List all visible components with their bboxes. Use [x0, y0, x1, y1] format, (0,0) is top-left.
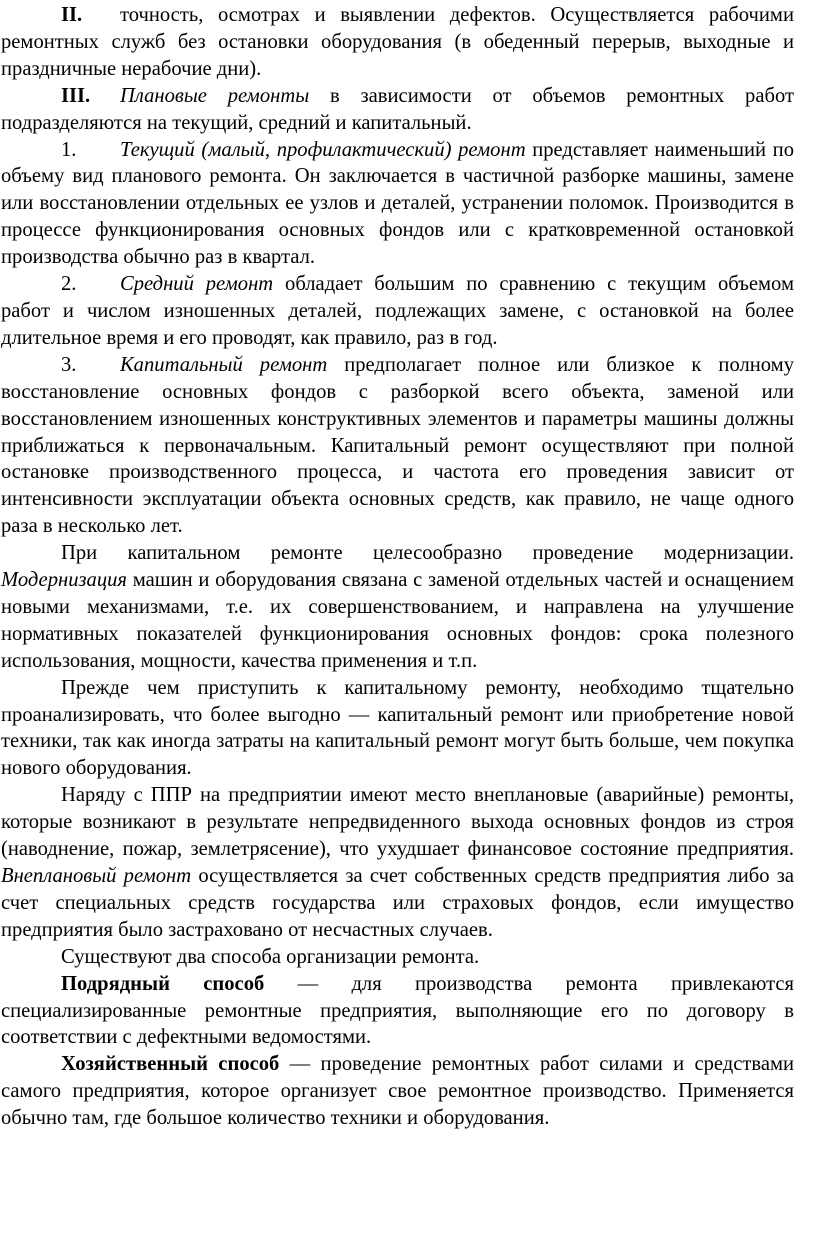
- paragraph-two-methods: [1, 944, 794, 971]
- paragraph-text: Наряду с ППР на предприятии имеют место внеплановые (аварийные) ремонты, которые возникают в результате непредвиденного выхода основных фондов из строя (наводнение, пожар, землетрясение), что ухудшает финансовое состояние предприятия.: [1, 784, 794, 861]
- paragraph-contract-method: [1, 971, 794, 1052]
- paragraph-text: осуществляется за счет собственных средств предприятия либо за счет специальных средств государства или страховых фондов, если имущество предприятия было застраховано от несчастных случаев.: [1, 865, 795, 941]
- paragraph-maintenance-inspection: [1, 2, 794, 83]
- term-in-house-method: Хозяйственный способ: [61, 1053, 280, 1076]
- list-number: 1.: [61, 138, 77, 161]
- term-unplanned-repair: Внеплановый ремонт: [1, 865, 192, 887]
- paragraph-text: — проведение ремонтных работ силами и средствами самого предприятия, которое организует свое ремонтное производство. Применяется обычно там, где большое количество техники и оборудования.: [1, 1053, 795, 1130]
- term-planned-repairs: Плановые ремонты: [120, 84, 310, 107]
- paragraph-text: Прежде чем приступить к капитальному ремонту, необходимо тщательно проанализировать, что более выгодно — капитальный ремонт или приобретение новой техники, так как иногда затраты на капитальный ремонт могут быть больше, чем покупка нового оборудования.: [1, 676, 794, 780]
- roman-numeral-marker: II.: [61, 4, 83, 26]
- term-medium-repair: Средний ремонт: [120, 273, 274, 296]
- paragraph-planned-repairs: [1, 83, 794, 137]
- paragraph-capital-repair: [1, 352, 794, 540]
- term-modernization: Модернизация: [1, 569, 128, 592]
- paragraph-modernization: [1, 540, 794, 675]
- paragraph-text: машин и оборудования связана с заменой отдельных частей и оснащением новыми механизмами, т.е. их совершенствованием, и направлена на улучшение нормативных показателей функционирования основных фондов: срока полезного использования, мощности, качества применения и т.п.: [1, 569, 794, 672]
- paragraph-text: обладает большим по сравнению с текущим объемом работ и числом изношенных деталей, подлежащих замене, с остановкой на более длительное время и его проводят, как правило, раз в год.: [1, 273, 794, 349]
- roman-numeral-marker: III.: [61, 84, 91, 107]
- paragraph-text: представляет наименьший по объему вид планового ремонта. Он заключается в частичной разборке машины, замене или восстановлении отдельных ее узлов и деталей, устранении поломок. Производится в процессе функционирования основных фондов или с кратковременной остановкой производства обычно раз в квартал.: [1, 138, 794, 269]
- paragraph-text: При капитальном ремонте целесообразно проведение модернизации.: [61, 542, 794, 565]
- paragraph-text: в зависимости от объемов ремонтных работ подразделяются на текущий, средний и капитальный.: [1, 84, 794, 134]
- paragraph-text: предполагает полное или близкое к полному восстановление основных фондов с разборкой всего объекта, заменой или восстановлением изношенных конструктивных элементов и параметры машины должны приближаться к первоначальным. Капитальный ремонт осуществляют при полной остановке производственного процесса, и частота его проведения зависит от интенсивности эксплуатации объекта основных средств, как правило, не чаще одного раза в несколько лет.: [1, 353, 794, 538]
- paragraph-unplanned-repairs: [1, 782, 794, 943]
- paragraph-text: точность, осмотрах и выявлении дефектов. Осуществляется рабочими ремонтных служб без остановки оборудования (в обеденный перерыв, выходные и праздничные нерабочие дни).: [1, 4, 794, 80]
- paragraph-analysis: [1, 675, 794, 783]
- paragraph-current-repair: [1, 137, 794, 272]
- term-contract-method: Подрядный способ: [61, 972, 265, 995]
- paragraph-text: Существуют два способа организации ремонта.: [61, 945, 480, 968]
- term-capital-repair: Капитальный ремонт: [120, 353, 328, 376]
- list-number: 2.: [61, 273, 77, 296]
- list-number: 3.: [61, 353, 77, 376]
- term-current-repair: Текущий (малый, профилактический) ремонт: [120, 138, 526, 161]
- paragraph-medium-repair: [1, 271, 794, 352]
- paragraph-text: — для производства ремонта привлекаются специализированные ремонтные предприятия, выполняющие его по договору в соответствии с дефектными ведомостями.: [1, 972, 795, 1049]
- paragraph-in-house-method: [1, 1051, 794, 1132]
